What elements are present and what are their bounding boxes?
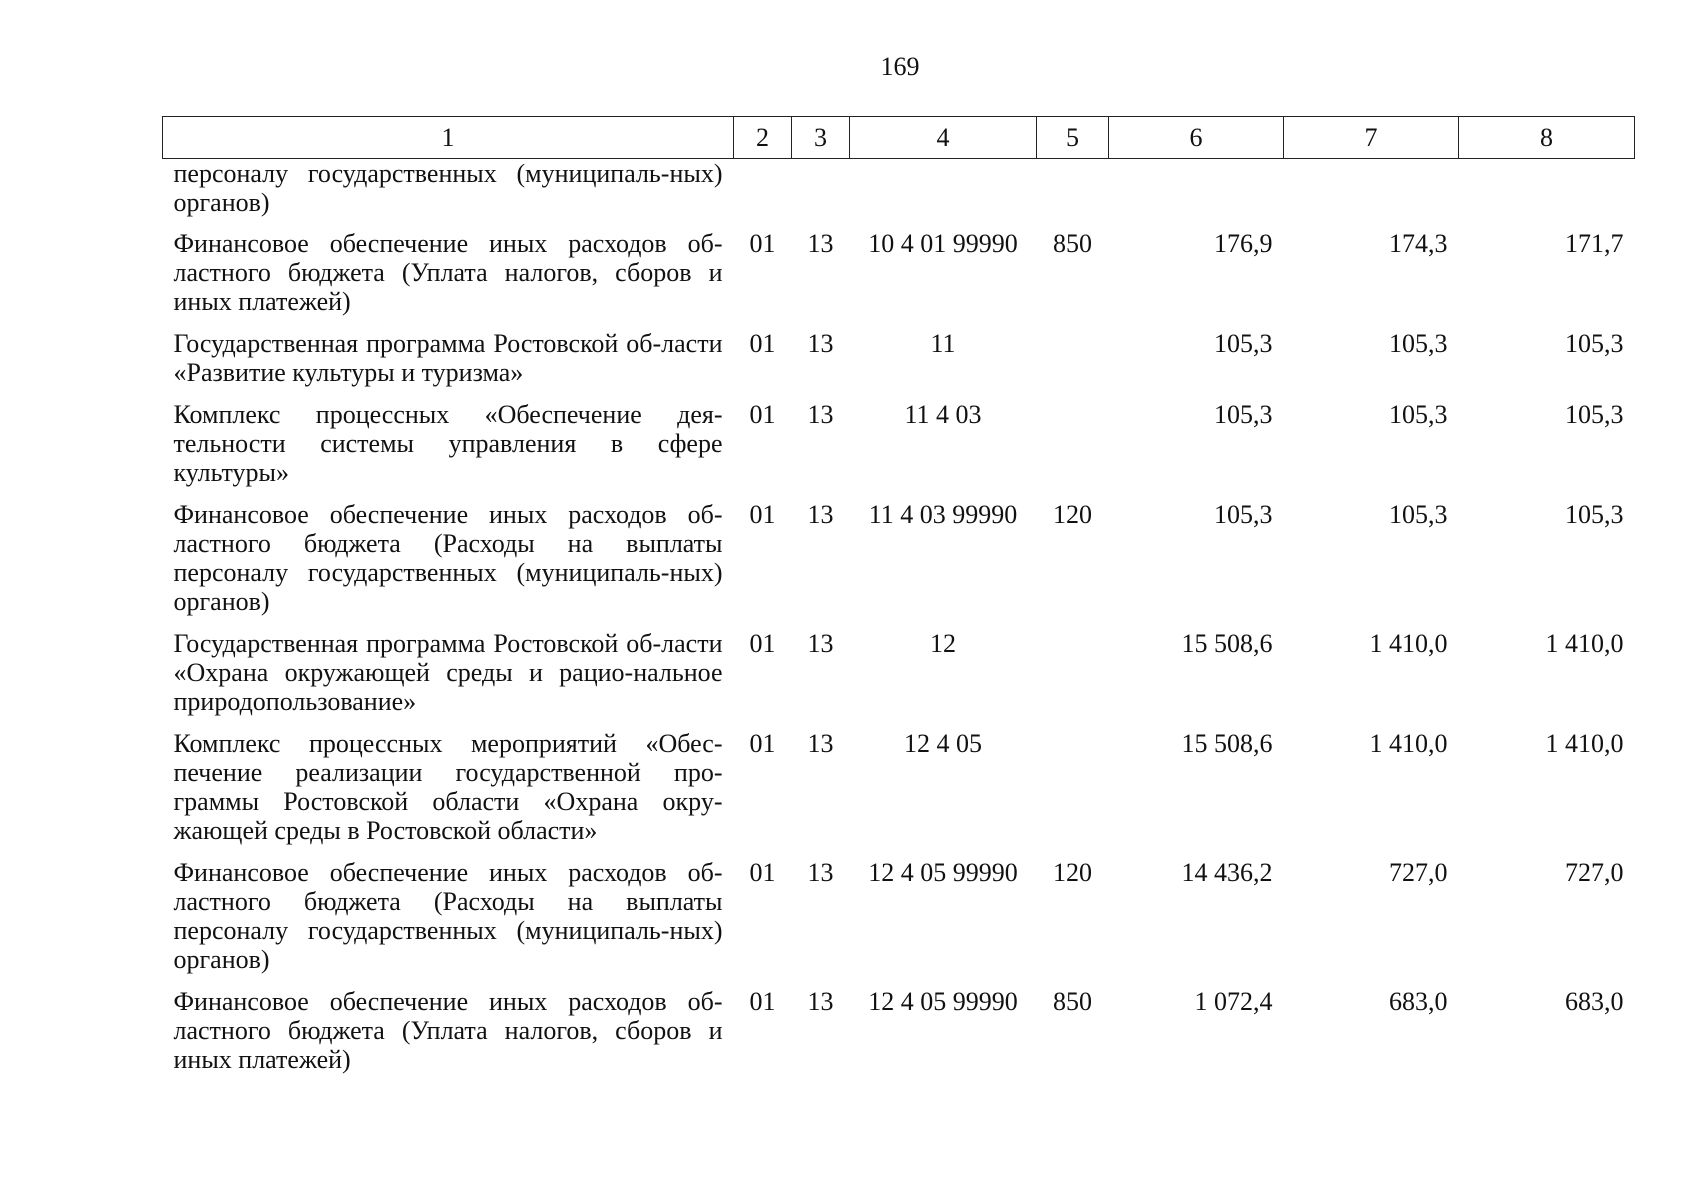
cell-col-4: 10 4 01 99990 [868, 229, 1018, 258]
column-header-3: 3 [792, 117, 850, 159]
cell-col-6: 105,3 [1214, 500, 1273, 529]
cell-col-4 [850, 159, 1037, 230]
cell-col-2 [734, 159, 792, 230]
cell-col-3: 13 [807, 500, 834, 529]
cell-col-3 [792, 159, 850, 230]
cell-col-6: 105,3 [1214, 400, 1273, 429]
cell-col-3: 13 [807, 858, 834, 887]
table-row [163, 629, 1635, 729]
cell-col-3: 13 [807, 400, 834, 429]
cell-col-2: 01 [749, 987, 776, 1016]
column-header-2: 2 [734, 117, 792, 159]
cell-col-4: 11 4 03 99990 [868, 500, 1018, 529]
cell-col-4: 12 4 05 99990 [868, 987, 1018, 1016]
cell-col-4: 11 [930, 329, 956, 358]
row-description: Финансовое обеспечение иных расходов об-ластного бюджета (Расходы на выплаты персоналу государственных (муниципаль-ных) органов) [173, 500, 723, 616]
cell-col-5 [1037, 329, 1109, 400]
table-row [163, 229, 1635, 329]
cell-col-4: 12 4 05 99990 [868, 858, 1018, 887]
cell-col-8: 1 410,0 [1545, 729, 1624, 758]
cell-col-5 [1037, 729, 1109, 858]
cell-col-8: 105,3 [1565, 400, 1624, 429]
cell-col-7: 174,3 [1389, 229, 1448, 258]
cell-col-4: 11 4 03 [904, 400, 982, 429]
row-description: Государственная программа Ростовской об-ласти «Развитие культуры и туризма» [173, 329, 723, 387]
cell-col-5: 120 [1053, 500, 1092, 529]
cell-col-5: 120 [1053, 858, 1092, 887]
cell-col-5 [1037, 629, 1109, 729]
table-row [163, 500, 1635, 629]
row-description: Финансовое обеспечение иных расходов об-ластного бюджета (Уплата налогов, сборов и иных платежей) [173, 987, 723, 1074]
cell-col-6: 105,3 [1214, 329, 1273, 358]
column-header-5: 5 [1037, 117, 1109, 159]
cell-col-6 [1109, 159, 1284, 230]
column-header-1: 1 [163, 117, 734, 159]
cell-col-3: 13 [807, 229, 834, 258]
cell-col-3: 13 [807, 329, 834, 358]
table-row [163, 858, 1635, 987]
table-row [163, 400, 1635, 500]
row-description: Финансовое обеспечение иных расходов об-ластного бюджета (Уплата налогов, сборов и иных платежей) [173, 229, 723, 316]
row-description: Комплекс процессных мероприятий «Обес-печение реализации государственной про-граммы Ростовской области «Охрана окру-жающей среды в Ростовской области» [173, 729, 723, 845]
cell-col-2: 01 [749, 329, 776, 358]
cell-col-8: 105,3 [1565, 329, 1624, 358]
row-description: Государственная программа Ростовской об-ласти «Охрана окружающей среды и рацио-нальное природопользование» [173, 629, 723, 716]
cell-col-8 [1459, 159, 1635, 230]
table-row [163, 159, 1635, 230]
cell-col-2: 01 [749, 858, 776, 887]
cell-col-7 [1284, 159, 1459, 230]
column-header-6: 6 [1109, 117, 1284, 159]
cell-col-2: 01 [749, 629, 776, 658]
cell-col-5: 850 [1053, 229, 1092, 258]
cell-col-7: 727,0 [1389, 858, 1448, 887]
cell-col-2: 01 [749, 729, 776, 758]
cell-col-7: 1 410,0 [1369, 629, 1448, 658]
cell-col-6: 14 436,2 [1181, 858, 1273, 887]
cell-col-5: 850 [1053, 987, 1092, 1016]
column-header-7: 7 [1284, 117, 1459, 159]
cell-col-6: 15 508,6 [1181, 629, 1273, 658]
cell-col-4: 12 4 05 [904, 729, 982, 758]
cell-col-8: 683,0 [1565, 987, 1624, 1016]
cell-col-3: 13 [807, 987, 834, 1016]
row-description: Комплекс процессных «Обеспечение дея-тельности системы управления в сфере культуры» [173, 400, 723, 487]
cell-col-2: 01 [749, 229, 776, 258]
cell-col-2: 01 [749, 400, 776, 429]
table-header-row [163, 117, 1635, 159]
row-description: Финансовое обеспечение иных расходов об-ластного бюджета (Расходы на выплаты персоналу государственных (муниципаль-ных) органов) [173, 858, 723, 974]
column-header-8: 8 [1459, 117, 1635, 159]
cell-col-7: 683,0 [1389, 987, 1448, 1016]
cell-col-2: 01 [749, 500, 776, 529]
cell-col-4: 12 [930, 629, 956, 658]
table-row [163, 729, 1635, 858]
budget-table [162, 116, 1635, 1087]
cell-col-3: 13 [807, 729, 834, 758]
cell-col-7: 105,3 [1389, 329, 1448, 358]
cell-col-8: 727,0 [1565, 858, 1624, 887]
column-header-4: 4 [850, 117, 1037, 159]
cell-col-7: 105,3 [1389, 400, 1448, 429]
cell-col-3: 13 [807, 629, 834, 658]
cell-col-6: 15 508,6 [1181, 729, 1273, 758]
table-row [163, 987, 1635, 1087]
cell-col-8: 1 410,0 [1545, 629, 1624, 658]
table-row [163, 329, 1635, 400]
cell-col-7: 105,3 [1389, 500, 1448, 529]
cell-col-8: 105,3 [1565, 500, 1624, 529]
page-number: 169 [880, 52, 920, 81]
cell-col-6: 176,9 [1214, 229, 1273, 258]
cell-col-5 [1037, 400, 1109, 500]
cell-col-7: 1 410,0 [1369, 729, 1448, 758]
cell-col-8: 171,7 [1565, 229, 1624, 258]
row-description: персоналу государственных (муниципаль-ных) органов) [173, 159, 723, 217]
cell-col-5 [1037, 159, 1109, 230]
cell-col-6: 1 072,4 [1194, 987, 1273, 1016]
